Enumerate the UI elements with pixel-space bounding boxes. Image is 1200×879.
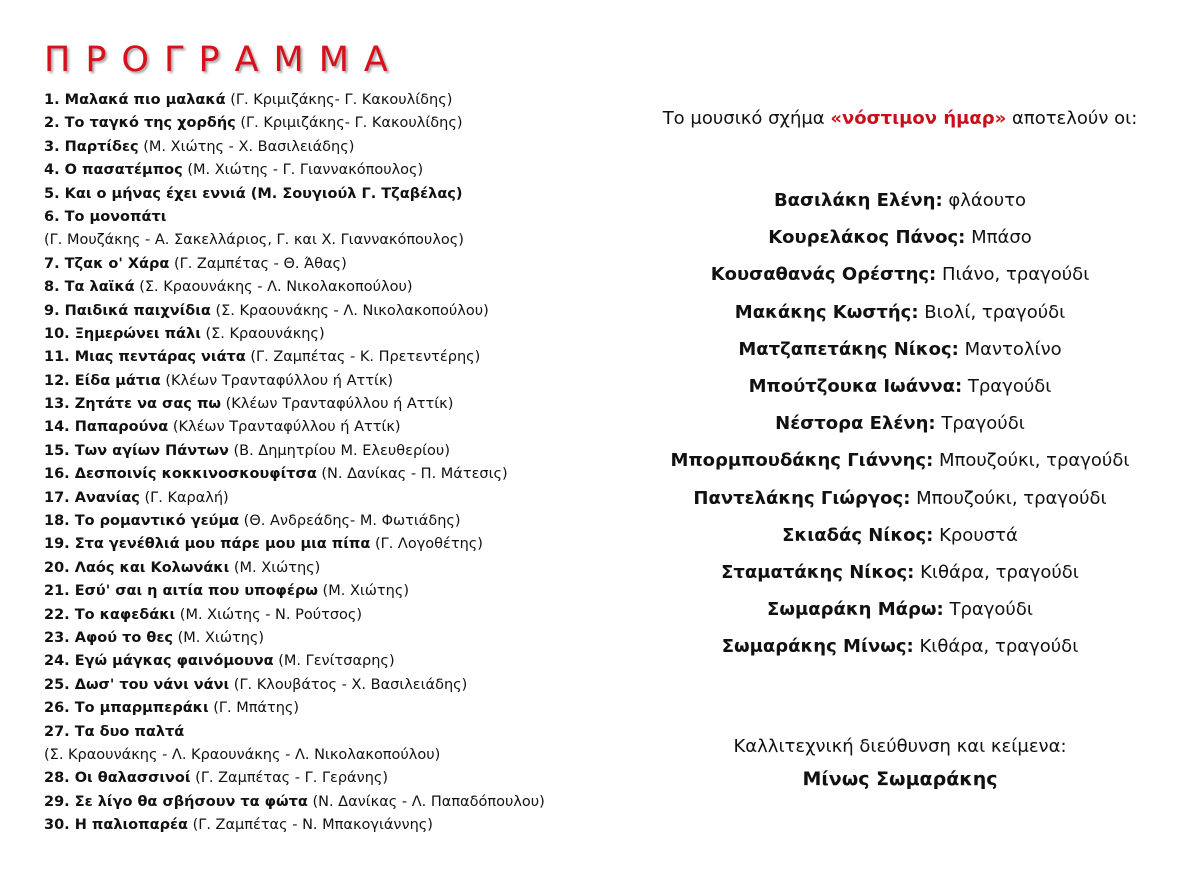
song-title: 4. Ο πασατέμπος — [44, 162, 183, 179]
song-title: 30. Η παλιοπαρέα — [44, 817, 188, 834]
member-name: Βασιλάκη Ελένη: — [773, 190, 943, 211]
song-credits: (Γ. Κριμιζάκης- Γ. Κακουλίδης) — [225, 92, 453, 108]
program-item — [44, 463, 604, 486]
program-item — [44, 89, 604, 112]
song-title: 18. Το ρομαντικό γεύμα — [44, 513, 240, 530]
member-item — [640, 632, 1160, 669]
member-item — [640, 372, 1160, 409]
program-item — [44, 580, 604, 603]
song-credits: (Κλέων Τρανταφύλλου ή Αττίκ) — [168, 419, 401, 436]
member-role: φλάουτο — [942, 190, 1027, 211]
program-item — [44, 300, 604, 323]
song-credits: (Γ. Ζαμπέτας - Θ. Άθας) — [169, 255, 347, 272]
song-title: 15. Των αγίων Πάντων — [44, 442, 229, 459]
program-item — [44, 323, 604, 346]
song-credits: (Γ. Ζαμπέτας - Γ. Γεράνης) — [190, 770, 389, 787]
song-title: 9. Παιδικά παιχνίδια — [44, 302, 211, 319]
song-credits: (Ν. Δανίκας - Λ. Παπαδόπουλου) — [307, 793, 545, 810]
member-role: Μπουζούκι, τραγούδι — [910, 487, 1107, 509]
program-item — [44, 206, 604, 229]
song-title: 8. Τα λαϊκά — [44, 279, 135, 296]
member-role: Τραγούδι — [943, 599, 1033, 621]
song-credits: (Γ. Μπάτης) — [208, 700, 300, 717]
member-name: Σκιαδάς Νίκος: — [782, 524, 934, 546]
song-credits: (Γ. Ζαμπέτας - Κ. Πρετεντέρης) — [245, 349, 481, 366]
song-credits: (Κλέων Τρανταφύλλου ή Αττίκ) — [221, 396, 454, 413]
song-title: 25. Δωσ' του νάνι νάνι — [44, 676, 230, 693]
song-credits: (Μ. Χιώτης - Χ. Βασιλειάδης) — [138, 138, 355, 155]
member-name: Μπορμπουδάκης Γιάννης: — [670, 450, 934, 472]
member-name: Κουρελάκος Πάνος: — [768, 227, 966, 249]
song-credits: (Β. Δημητρίου Μ. Ελευθερίου) — [228, 442, 450, 459]
member-name: Κουσαθανάς Ορέστης: — [710, 264, 937, 286]
member-name: Ματζαπετάκης Νίκος: — [738, 338, 959, 360]
song-credits: (Μ. Χιώτης) — [173, 629, 265, 646]
program-item — [44, 744, 604, 767]
member-item — [640, 446, 1160, 483]
song-title: 7. Τζακ ο' Χάρα — [44, 255, 170, 272]
member-name: Μακάκης Κωστής: — [734, 301, 919, 323]
member-role: Κρουστά — [933, 524, 1018, 546]
member-item — [640, 409, 1160, 446]
song-title: 19. Στα γενέθλιά μου πάρε μου μια πίπα — [44, 536, 371, 553]
song-credits: (Σ. Κραουνάκης) — [200, 325, 325, 342]
song-credits: (Μ. Χιώτης) — [229, 559, 321, 576]
member-item — [640, 484, 1160, 521]
member-role: Μπουζούκι, τραγούδι — [933, 450, 1130, 472]
song-title: 24. Εγώ μάγκας φαινόμουνα — [44, 653, 274, 670]
program-item — [44, 346, 604, 369]
program-list — [44, 89, 604, 838]
member-name: Παντελάκης Γιώργος: — [693, 487, 911, 509]
program-item — [44, 627, 604, 650]
song-credits: (Μ. Γενίτσαρης) — [273, 653, 395, 670]
member-role: Τραγούδι — [935, 413, 1025, 435]
member-role: Πιάνο, τραγούδι — [936, 264, 1090, 286]
program-item — [44, 697, 604, 720]
song-credits: (Ν. Δανίκας - Π. Μάτεσις) — [316, 466, 508, 483]
song-title: 23. Αφού το θες — [44, 629, 173, 646]
song-credits: (Μ. Χιώτης - Ν. Ρούτσος) — [175, 606, 363, 623]
program-item — [44, 183, 604, 206]
credits-label: Καλλιτεχνική διεύθυνση και κείμενα: — [733, 736, 1067, 757]
member-name: Νέστορα Ελένη: — [775, 413, 936, 435]
member-name: Μπούτζουκα Ιωάννα: — [748, 375, 963, 397]
program-item — [44, 229, 604, 252]
song-title: 13. Ζητάτε να σας πω — [44, 396, 222, 413]
member-item — [640, 298, 1160, 335]
song-title: 27. Τα δυο παλτά — [44, 723, 185, 740]
program-item — [44, 370, 604, 393]
song-title: 21. Εσύ' σαι η αιτία που υποφέρω — [44, 583, 318, 600]
program-item — [44, 416, 604, 439]
program-item — [44, 533, 604, 556]
song-title: 20. Λαός και Κολωνάκι — [44, 559, 230, 576]
song-credits: (Σ. Κραουνάκης - Λ. Κραουνάκης - Λ. Νικολακοπούλου) — [44, 746, 441, 763]
program-item — [44, 557, 604, 580]
member-role: Κιθάρα, τραγούδι — [913, 636, 1079, 658]
program-item — [44, 136, 604, 159]
member-item — [640, 521, 1160, 558]
program-item — [44, 440, 604, 463]
intro-text-after: αποτελούν οι: — [1006, 108, 1138, 129]
song-credits: (Κλέων Τρανταφύλλου ή Αττίκ) — [160, 372, 394, 389]
member-role: Κιθάρα, τραγούδι — [914, 561, 1079, 583]
program-item — [44, 674, 604, 697]
member-item — [640, 260, 1160, 297]
program-item — [44, 650, 604, 673]
member-role: Βιολί, τραγούδι — [918, 301, 1066, 323]
members-list — [640, 186, 1160, 669]
program-item — [44, 791, 604, 814]
song-title: 14. Παπαρούνα — [44, 419, 169, 436]
song-title: 22. Το καφεδάκι — [44, 606, 176, 623]
program-item — [44, 721, 604, 744]
song-credits: (Σ. Κραουνάκης - Λ. Νικολακοπούλου) — [134, 279, 413, 296]
member-name: Σταματάκης Νίκος: — [721, 561, 915, 583]
program-item — [44, 767, 604, 790]
program-item — [44, 393, 604, 416]
song-title: 29. Σε λίγο θα σβήσουν τα φώτα — [44, 793, 308, 810]
member-role: Τραγούδι — [962, 375, 1052, 397]
page-title: ΠΡΟΓΡΑΜΜΑ — [44, 40, 403, 80]
program-item — [44, 253, 604, 276]
song-credits: (Γ. Μουζάκης - Α. Σακελλάριος, Γ. και Χ. Γιαννακόπουλος) — [44, 232, 464, 249]
member-item — [640, 595, 1160, 632]
song-credits: (Μ. Χιώτης) — [317, 583, 410, 600]
program-item — [44, 276, 604, 299]
song-title: 16. Δεσποινίς κοκκινοσκουφίτσα — [44, 466, 317, 483]
song-title: 6. Το μονοπάτι — [44, 208, 167, 225]
program-item — [44, 510, 604, 533]
program-item — [44, 112, 604, 135]
song-title: 2. Το ταγκό της χορδής — [44, 115, 236, 132]
credits-name: Μίνως Σωμαράκης — [802, 768, 998, 790]
song-title: 17. Ανανίας — [44, 489, 140, 506]
program-item — [44, 604, 604, 627]
song-credits: (Μ. Χιώτης - Γ. Γιαννακόπουλος) — [182, 162, 424, 179]
program-item — [44, 814, 604, 837]
song-title: 26. Το μπαρμπεράκι — [44, 700, 209, 717]
intro-text-before: Το μουσικό σχήμα — [662, 108, 831, 129]
song-title: 28. Οι θαλασσινοί — [44, 770, 191, 787]
song-credits: (Γ. Καραλή) — [139, 489, 229, 506]
member-name: Σωμαράκης Μίνως: — [721, 636, 914, 658]
song-credits: (Σ. Κραουνάκης - Λ. Νικολακοπούλου) — [210, 302, 489, 319]
member-role: Μαντολίνο — [958, 338, 1062, 360]
band-intro — [640, 105, 1160, 133]
member-item — [640, 223, 1160, 260]
song-title: 10. Ξημερώνει πάλι — [44, 325, 201, 342]
song-title: 5. Και ο μήνας έχει εννιά (Μ. Σουγιούλ Γ. Τζαβέλας) — [44, 185, 463, 202]
program-item — [44, 159, 604, 182]
song-credits: (Γ. Κλουβάτος - Χ. Βασιλειάδης) — [229, 676, 468, 693]
program-item — [44, 487, 604, 510]
member-item — [640, 335, 1160, 372]
member-name: Σωμαράκη Μάρω: — [767, 599, 944, 621]
song-title: 1. Μαλακά πιο μαλακά — [44, 92, 226, 108]
song-credits: (Θ. Ανδρεάδης- Μ. Φωτιάδης) — [239, 513, 461, 530]
member-item — [640, 558, 1160, 595]
song-title: 3. Παρτίδες — [44, 138, 139, 155]
song-credits: (Γ. Λογοθέτης) — [370, 536, 483, 553]
member-role: Μπάσο — [965, 227, 1032, 249]
song-title: 11. Μιας πεντάρας νιάτα — [44, 349, 246, 366]
song-credits: (Γ. Κριμιζάκης- Γ. Κακουλίδης) — [235, 115, 463, 132]
band-name: «νόστιμον ήμαρ» — [830, 108, 1007, 129]
song-title: 12. Είδα μάτια — [44, 372, 161, 389]
song-credits: (Γ. Ζαμπέτας - Ν. Μπακογιάννης) — [187, 817, 433, 834]
member-item — [640, 186, 1160, 223]
